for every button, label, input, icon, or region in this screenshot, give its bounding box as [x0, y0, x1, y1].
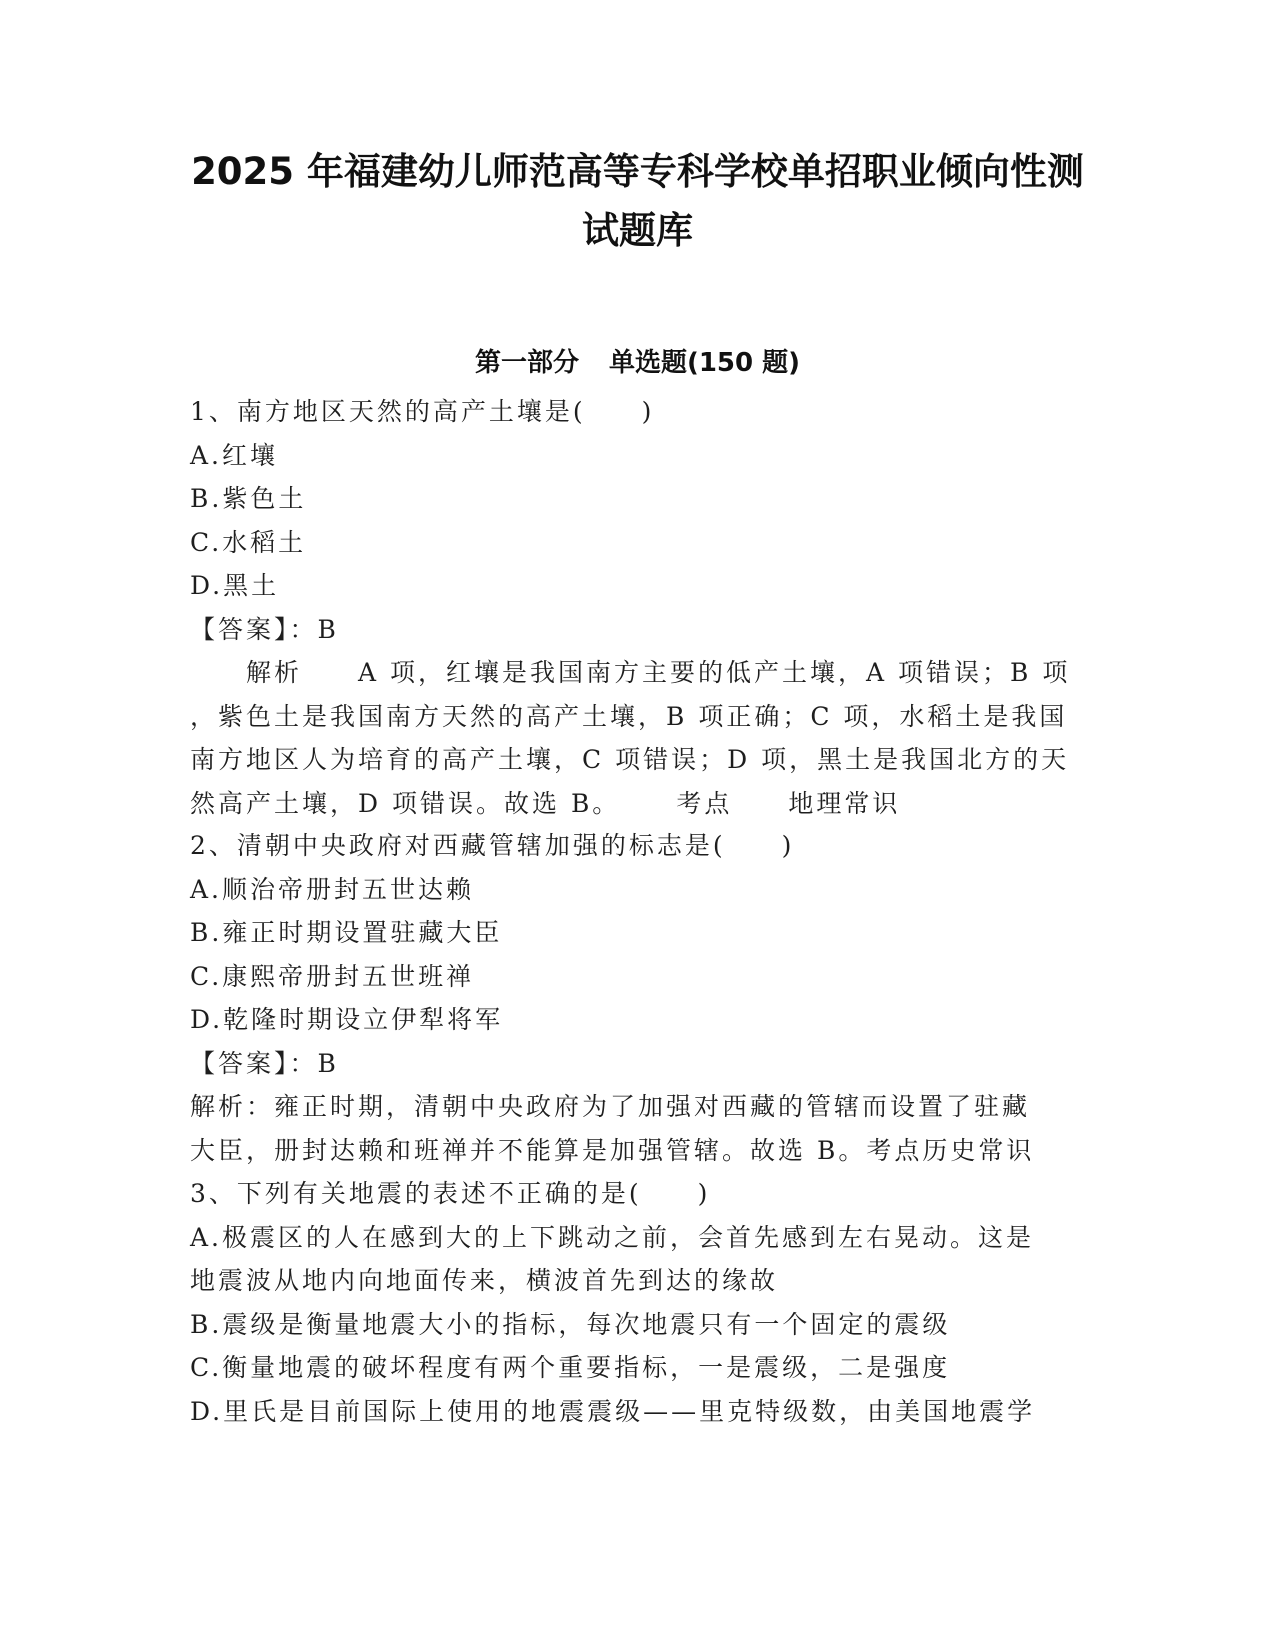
option-c: C.康熙帝册封五世班禅 — [190, 961, 475, 991]
question-stem: 1、南方地区天然的高产土壤是( ) — [190, 397, 655, 426]
option-a: A.红壤 — [190, 440, 279, 470]
option-b: B.雍正时期设置驻藏大臣 — [190, 918, 503, 947]
document-title — [150, 142, 1125, 260]
analysis-label: 解析 — [246, 658, 303, 687]
option-d: D.里氏是目前国际上使用的地震震级——里克特级数，由美国地震学 — [190, 1396, 1036, 1426]
answer: 【答案】：B — [190, 1048, 339, 1078]
question-stem: 3、下列有关地震的表述不正确的是( ) — [190, 1179, 711, 1208]
analysis-line-1: 解析：雍正时期，清朝中央政府为了加强对西藏的管辖而设置了驻藏 — [190, 1092, 1031, 1121]
option-d: D.乾隆时期设立伊犁将军 — [190, 1005, 504, 1034]
question-1 — [190, 390, 1090, 825]
option-d: D.黑土 — [190, 571, 280, 600]
question-2 — [190, 824, 1090, 1172]
analysis-line-4 — [190, 782, 1090, 826]
option-a-line-2: 地震波从地内向地面传来，横波首先到达的缘故 — [190, 1266, 779, 1295]
title-line-2: 试题库 — [582, 209, 693, 252]
topic-value: 地理常识 — [788, 788, 901, 818]
analysis-text-4: 然高产土壤，D 项错误。故选 B。 — [190, 788, 621, 818]
answer: 【答案】：B — [190, 614, 339, 644]
question-stem: 2、清朝中央政府对西藏管辖加强的标志是( ) — [190, 831, 795, 860]
option-a-line-1: A.极震区的人在感到大的上下跳动之前，会首先感到左右晃动。这是 — [190, 1222, 1035, 1252]
section-part: 第一部分 — [474, 348, 579, 378]
section-heading — [150, 346, 1125, 380]
section-name: 单选题(150 题) — [608, 348, 801, 378]
option-a: A.顺治帝册封五世达赖 — [190, 874, 475, 904]
analysis-line-1 — [190, 651, 1090, 695]
option-c: C.水稻土 — [190, 527, 307, 557]
analysis-line-3: 南方地区人为培育的高产土壤，C 项错误；D 项，黑土是我国北方的天 — [190, 745, 1070, 774]
option-b: B.震级是衡量地震大小的指标，每次地震只有一个固定的震级 — [190, 1309, 951, 1339]
question-3 — [190, 1172, 1090, 1433]
analysis-line-2: 大臣，册封达赖和班禅并不能算是加强管辖。故选 B。考点历史常识 — [190, 1135, 1035, 1165]
analysis-line-2: ，紫色土是我国南方天然的高产土壤，B 项正确；C 项，水稻土是我国 — [190, 701, 1068, 731]
title-line-1: 2025 年福建幼儿师范高等专科学校单招职业倾向性测 — [191, 150, 1084, 193]
analysis-text-1: A 项，红壤是我国南方主要的低产土壤，A 项错误；B 项 — [358, 658, 1071, 687]
topic-label: 考点 — [676, 788, 733, 818]
option-b: B.紫色土 — [190, 484, 307, 513]
option-c: C.衡量地震的破坏程度有两个重要指标，一是震级，二是强度 — [190, 1353, 951, 1382]
